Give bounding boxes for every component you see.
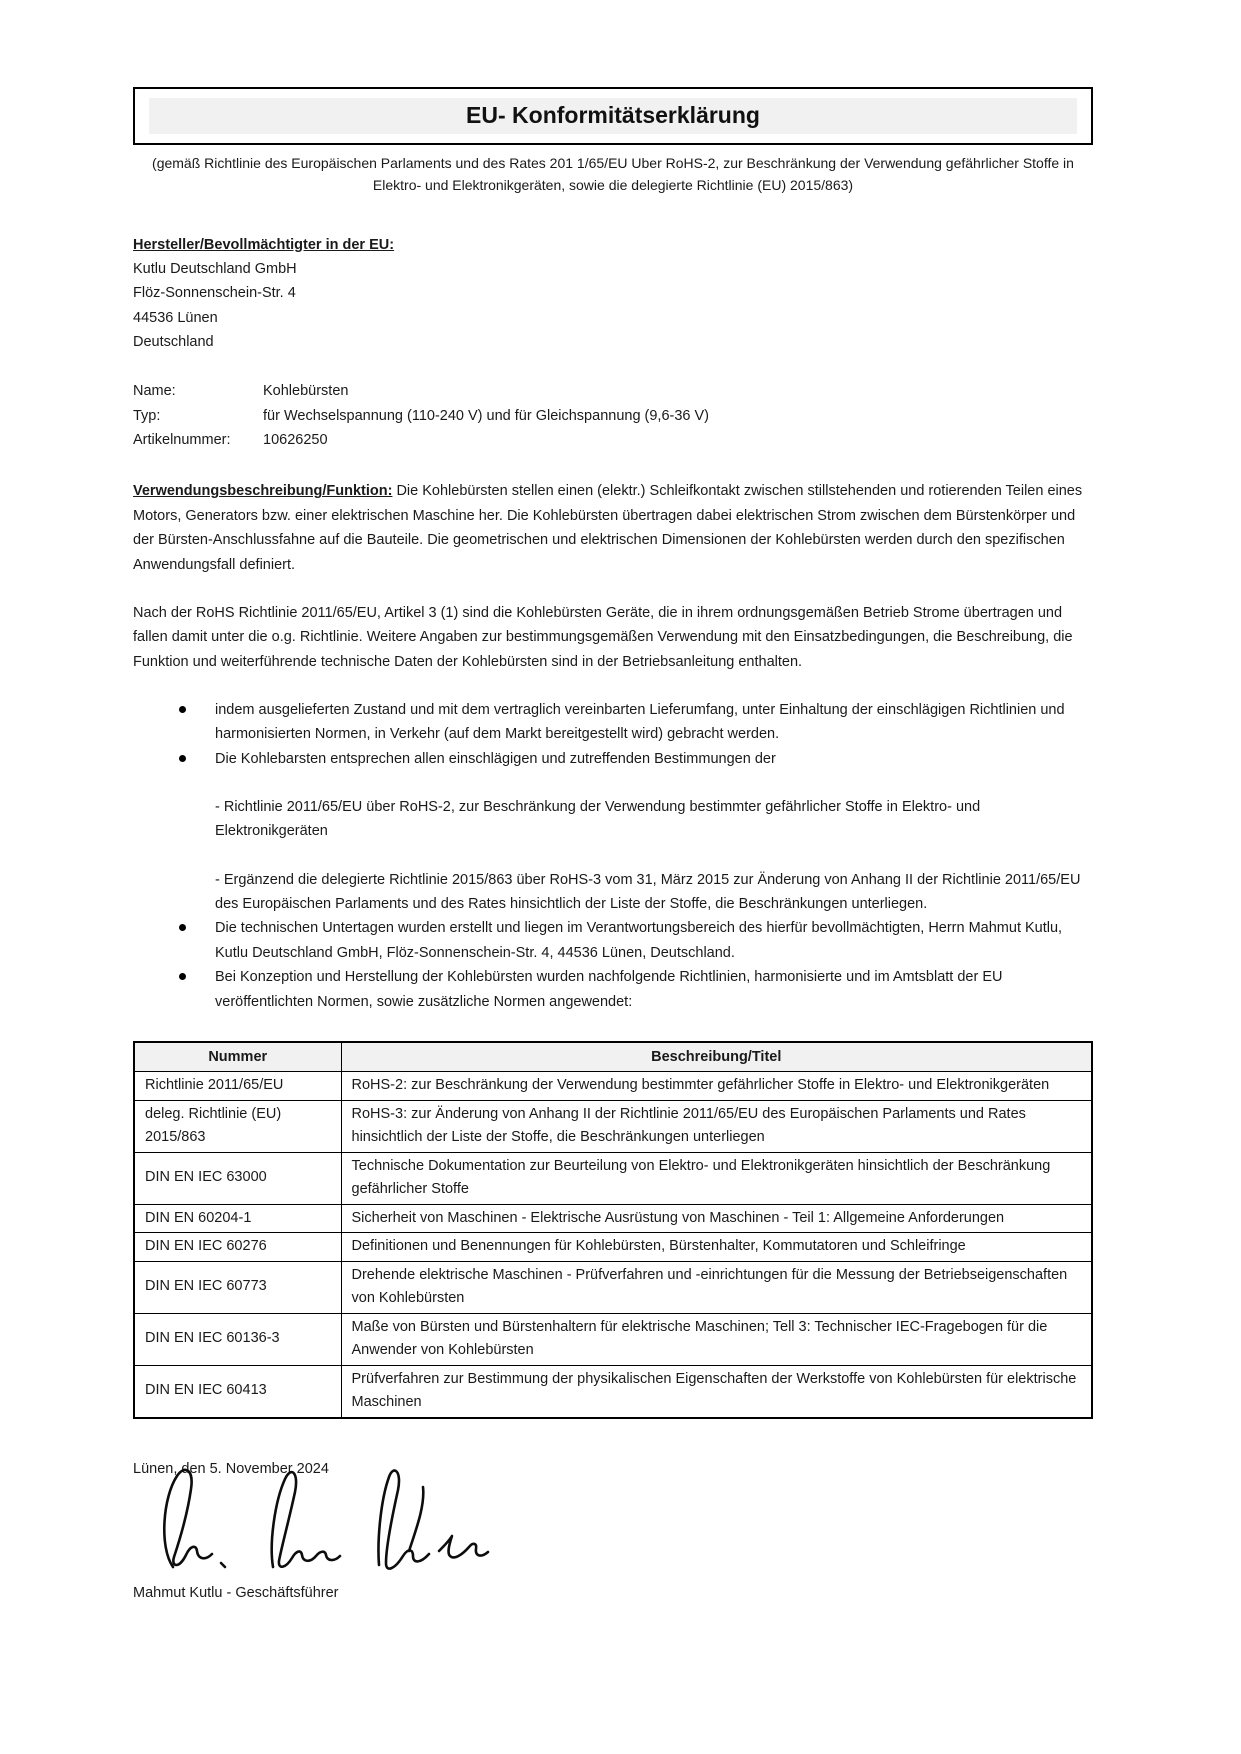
title-band bbox=[149, 98, 1077, 134]
declaration-bullet-list bbox=[133, 698, 1093, 1014]
standard-description: Drehende elektrische Maschinen - Prüfverfahren und -einrichtungen für die Messung der Betriebseigenschaften von Kohlebürsten bbox=[341, 1261, 1092, 1313]
product-name-label: Name: bbox=[133, 383, 176, 400]
standards-table-header-row bbox=[134, 1042, 1092, 1072]
standard-description: Sicherheit von Maschinen - Elektrische Ausrüstung von Maschinen - Teil 1: Allgemeine Anforderungen bbox=[341, 1204, 1092, 1232]
standard-number: DIN EN IEC 60413 bbox=[134, 1365, 341, 1417]
bullet-text: Bei Konzeption und Herstellung der Kohlebürsten wurden nachfolgende Richtlinien, harmonisierte und im Amtsblatt der EU veröffentlichten Normen, sowie zusätzliche Normen angewendet: bbox=[215, 969, 1003, 1010]
standard-number: DIN EN IEC 60773 bbox=[134, 1261, 341, 1313]
usage-description-paragraph bbox=[133, 479, 1093, 576]
table-row bbox=[134, 1152, 1092, 1204]
table-row bbox=[134, 1261, 1092, 1313]
manufacturer-country: Deutschland bbox=[133, 334, 214, 350]
header-beschreibung-titel: Beschreibung/Titel bbox=[341, 1042, 1092, 1072]
standard-number: DIN EN 60204-1 bbox=[134, 1204, 341, 1232]
product-row-type bbox=[133, 404, 1093, 428]
standard-number: Richtlinie 2011/65/EU bbox=[134, 1072, 341, 1100]
title-box bbox=[133, 87, 1093, 145]
header-nummer: Nummer bbox=[134, 1042, 341, 1072]
standard-number: DIN EN IEC 60136-3 bbox=[134, 1313, 341, 1365]
bullet-text: Die Kohlebarsten entsprechen allen einschlägigen und zutreffenden Bestimmungen der bbox=[215, 750, 776, 767]
table-row bbox=[134, 1233, 1092, 1261]
standard-description: Definitionen und Benennungen für Kohlebürsten, Bürstenhalter, Kommutatoren und Schleifringe bbox=[341, 1233, 1092, 1261]
place-date-line: Lünen, den 5. November 2024 bbox=[133, 1460, 329, 1477]
standard-number: deleg. Richtlinie (EU) 2015/863 bbox=[134, 1100, 341, 1152]
bullet-compliance bbox=[133, 747, 1093, 917]
usage-description-lead: Verwendungsbeschreibung/Funktion: bbox=[133, 483, 393, 500]
bullet-text: indem ausgelieferten Zustand und mit dem vertraglich vereinbarten Lieferumfang, unter Einhaltung der einschlägigen Richtlinien und harmonisierten Normen, in Verkehr (auf dem Markt bereitgestellt wird) gebracht werden. bbox=[215, 701, 1065, 743]
product-row-name bbox=[133, 379, 1093, 403]
page-title: EU- Konformitätserklärung bbox=[466, 102, 760, 128]
bullet-technical-docs bbox=[133, 916, 1093, 965]
product-type-value: für Wechselspannung (110-240 V) und für Gleichspannung (9,6-36 V) bbox=[263, 407, 710, 424]
table-row bbox=[134, 1313, 1092, 1365]
manufacturer-heading: Hersteller/Bevollmächtigter in der EU: bbox=[133, 236, 395, 253]
manufacturer-city: 44536 Lünen bbox=[133, 309, 218, 326]
standards-table bbox=[133, 1041, 1093, 1419]
standard-description: Prüfverfahren zur Bestimmung der physikalischen Eigenschaften der Werkstoffe von Kohlebürsten für elektrische Maschinen bbox=[341, 1365, 1092, 1417]
signature-image bbox=[157, 1467, 587, 1575]
bullet-delivery-condition bbox=[133, 698, 1093, 747]
product-name-value: Kohlebürsten bbox=[263, 383, 349, 400]
product-info bbox=[133, 379, 1093, 452]
table-row bbox=[134, 1365, 1092, 1417]
table-row bbox=[134, 1204, 1092, 1232]
manufacturer-name: Kutlu Deutschland GmbH bbox=[133, 260, 297, 277]
sub-item-rohs3: - Ergänzend die delegierte Richtlinie 2015/863 über RoHS-3 vom 31, März 2015 zur Änderung von Anhang II der Richtlinie 2011/65/EU des Europäischen Parlaments und des Rates hinsichtlich der Liste der Stoffe, die Beschränkungen unterliegen. bbox=[215, 871, 1081, 913]
standard-number: DIN EN IEC 60276 bbox=[134, 1233, 341, 1261]
usage-description-text: Die Kohlebürsten stellen einen (elektr.) Schleifkontakt zwischen stillstehenden und rotierenden Teilen eines Motors, Generators bzw. einer elektrischen Maschine her. Die Kohlebürsten übertragen dabei elektrischen Strom zwischen dem Bürstenkörper und der Bürsten-Anschlussfahne auf die Bauteile. Die geometrischen und elektrischen Dimensionen der Kohlebürsten werden durch den spezifischen Anwendungsfall definiert. bbox=[133, 483, 1083, 573]
product-type-label: Typ: bbox=[133, 407, 161, 424]
standard-description: Maße von Bürsten und Bürstenhaltern für elektrische Maschinen; Tell 3: Technischer IEC-Fragebogen für die Anwender von Kohlebürsten bbox=[341, 1313, 1092, 1365]
manufacturer-street: Flöz-Sonnenschein-Str. 4 bbox=[133, 285, 296, 302]
subtitle: (gemäß Richtlinie des Europäischen Parlaments und des Rates 201 1/65/EU Uber RoHS-2, zur Beschränkung der Verwendung gefährlicher Stoffe in Elektro- und Elektronikgeräten, sowie die delegierte Richtlinie (EU) 2015/863) bbox=[152, 155, 1074, 193]
rohs-paragraph: Nach der RoHS Richtlinie 2011/65/EU, Artikel 3 (1) sind die Kohlebürsten Geräte, die in ihrem ordnungsgemäßen Betrieb Strome übertragen und fallen damit unter die o.g. Richtlinie. Weitere Angaben zur bestimmungsgemäßen Verwendung mit den Einsatzbedingungen, die Beschreibung, die Funktion und weiterführende technische Daten der Kohlebürsten sind in der Betriebsanleitung enthalten. bbox=[133, 604, 1073, 670]
sub-item-rohs2: - Richtlinie 2011/65/EU über RoHS-2, zur Beschränkung der Verwendung bestimmter gefährlicher Stoffe in Elektro- und Elektronikgeräten bbox=[215, 799, 981, 840]
bullet-applied-standards bbox=[133, 965, 1093, 1014]
bullet-text: Die technischen Untertagen wurden erstellt und liegen im Verantwortungsbereich des hierfür bevollmächtigten, Herrn Mahmut Kutlu, Kutlu Deutschland GmbH, Flöz-Sonnenschein-Str. 4, 44536 Lünen, Deutschland. bbox=[215, 920, 1063, 961]
product-row-article-number bbox=[133, 428, 1093, 452]
table-row bbox=[134, 1072, 1092, 1100]
standard-description: Technische Dokumentation zur Beurteilung von Elektro- und Elektronikgeräten hinsichtlich der Beschränkung gefährlicher Stoffe bbox=[341, 1152, 1092, 1204]
article-number-value: 10626250 bbox=[263, 432, 328, 449]
standard-description: RoHS-2: zur Beschränkung der Verwendung bestimmter gefährlicher Stoffe in Elektro- und Elektronikgeräten bbox=[341, 1072, 1092, 1100]
table-row bbox=[134, 1100, 1092, 1152]
signer-name-title: Mahmut Kutlu - Geschäftsführer bbox=[133, 1584, 339, 1601]
standard-description: RoHS-3: zur Änderung von Anhang II der Richtlinie 2011/65/EU des Europäischen Parlaments und Rates hinsichtlich der Liste der Stoffe, die Beschränkungen unterliegen bbox=[341, 1100, 1092, 1152]
article-number-label: Artikelnummer: bbox=[133, 432, 231, 449]
standard-number: DIN EN IEC 63000 bbox=[134, 1152, 341, 1204]
